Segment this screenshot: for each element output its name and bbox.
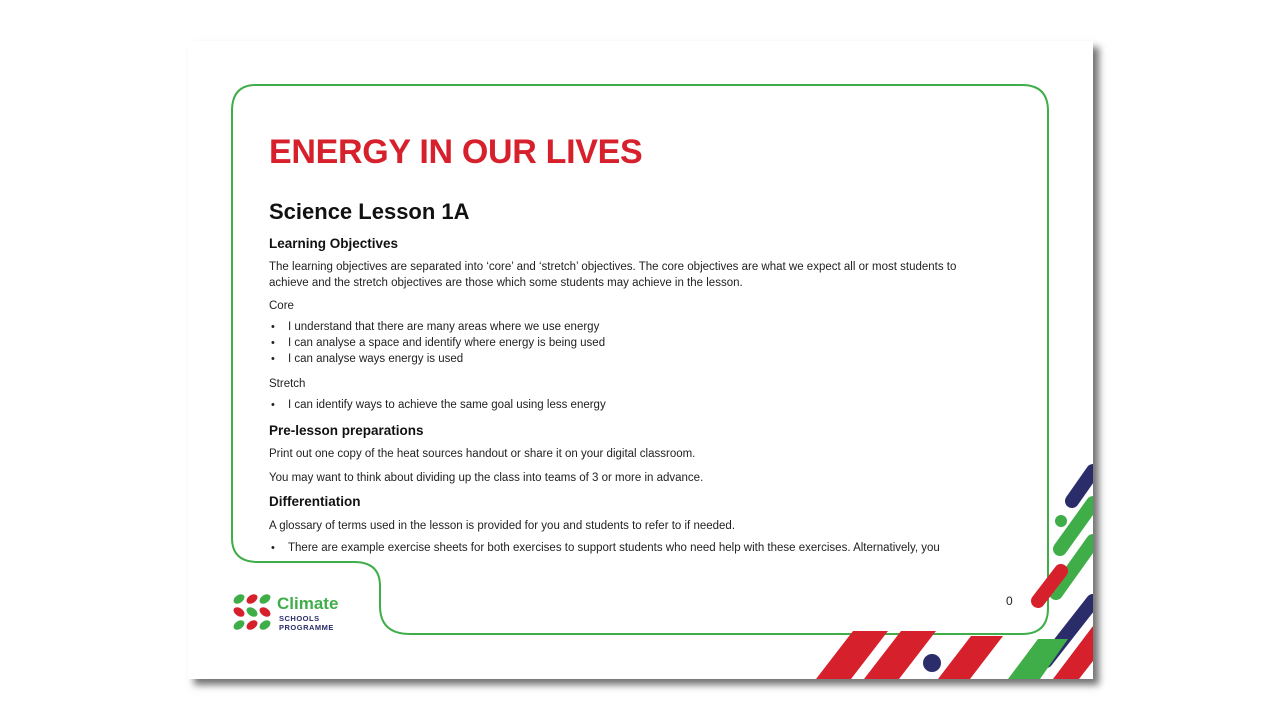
core-label: Core	[269, 300, 294, 312]
logo-line-3: PROGRAMME	[279, 623, 334, 632]
prep-line-2: You may want to think about dividing up the class into teams of 3 or more in advance.	[269, 472, 704, 484]
objectives-intro-line-1: The learning objectives are separated into ‘core’ and ‘stretch’ objectives. The core objectives are what we expect all or most students to	[269, 261, 957, 273]
differentiation-heading: Differentiation	[269, 494, 361, 509]
objectives-heading: Learning Objectives	[269, 236, 399, 251]
differentiation-line-1: A glossary of terms used in the lesson is provided for you and students to refer to if needed.	[269, 520, 736, 532]
page-number: 0	[1006, 594, 1013, 608]
core-item: • I can analyse a space and identify where energy is being used	[288, 337, 605, 349]
core-item: • I can analyse ways energy is used	[288, 353, 463, 365]
stretch-label: Stretch	[269, 378, 306, 390]
logo-line-2: SCHOOLS	[279, 614, 320, 623]
prep-line-1: Print out one copy of the heat sources handout or share it on your digital classroom.	[269, 448, 696, 460]
differentiation-item: • There are example exercise sheets for both exercises to support students who need help with these exercises. Alternatively, you	[288, 542, 940, 554]
logo-leaf-icon	[232, 592, 274, 634]
core-item: • I understand that there are many areas where we use energy	[288, 321, 599, 333]
prep-heading: Pre-lesson preparations	[269, 423, 424, 438]
document-page	[188, 41, 1093, 679]
stretch-item: • I can identify ways to achieve the same goal using less energy	[288, 399, 606, 411]
lesson-subtitle: Science Lesson 1A	[269, 199, 470, 224]
objectives-intro-line-2: achieve and the stretch objectives are those which some students may achieve in the lesson.	[269, 277, 743, 289]
document-title: ENERGY IN OUR LIVES	[269, 133, 643, 171]
logo-title: Climate	[277, 594, 339, 613]
climate-schools-logo	[232, 592, 362, 636]
